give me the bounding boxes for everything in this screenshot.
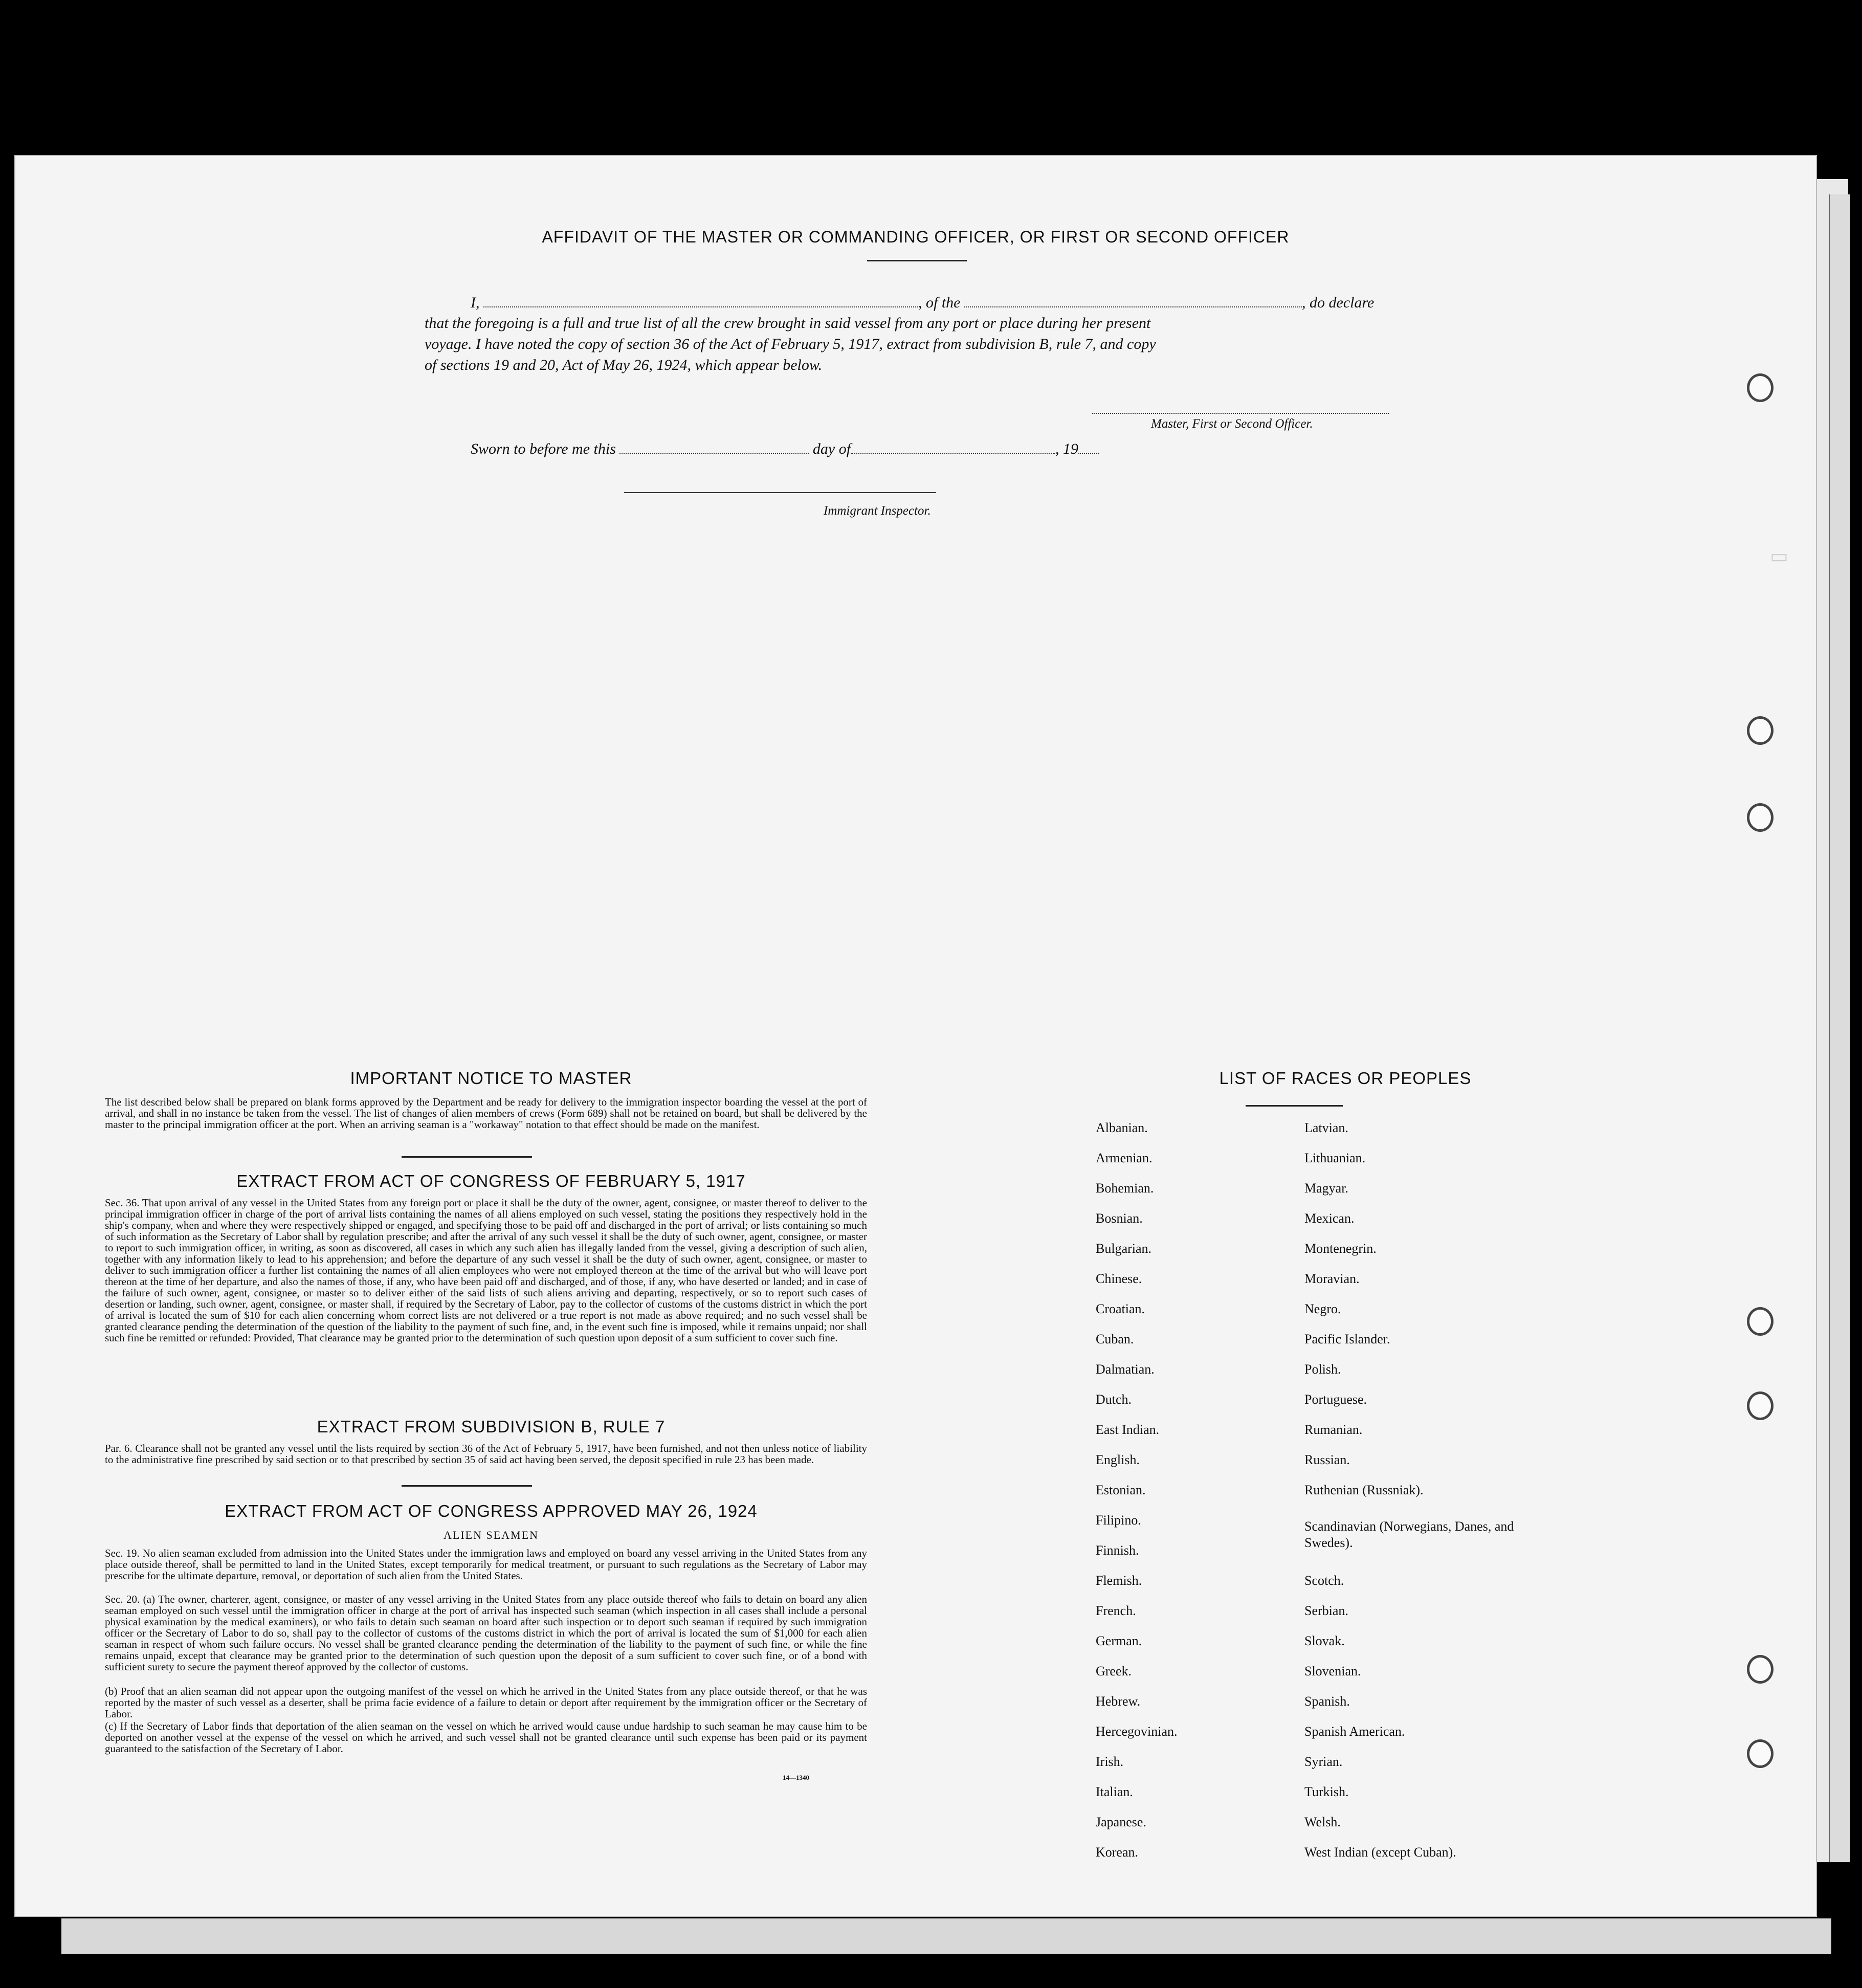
- punch-hole: [1747, 1391, 1774, 1420]
- extract-1917-title: EXTRACT FROM ACT OF CONGRESS OF FEBRUARY 5, 1917: [236, 1172, 746, 1190]
- race-item: Latvian.: [1304, 1120, 1348, 1135]
- race-item: Syrian.: [1304, 1754, 1343, 1769]
- race-item: Finnish.: [1096, 1543, 1139, 1558]
- bottom-paper-edge: [61, 1918, 1831, 1954]
- affidavit-i: I,: [471, 294, 480, 311]
- race-item: Dalmatian.: [1096, 1362, 1155, 1377]
- race-item: Albanian.: [1096, 1120, 1148, 1135]
- race-item: Hercegovinian.: [1096, 1724, 1178, 1739]
- race-item: French.: [1096, 1603, 1136, 1618]
- race-item: Slovak.: [1304, 1633, 1345, 1648]
- extract-1924-sec20c: (c) If the Secretary of Labor finds that deportation of the alien seaman on the vessel on which he arrived would cause undue hardship to such seaman he may cause him to be deported on another vessel at the expense of the vessel on which he arrived, and such vessel shall not be granted clearance until such expense has been paid or its payment guaranteed to the satisfaction of the Secretary of Labor.: [105, 1720, 867, 1755]
- affidavit-line-1: [425, 293, 1422, 313]
- extract-1924-sec19: Sec. 19. No alien seaman excluded from admission into the United States under the immigration laws and employed on board any vessel arriving in the United States from any place outside thereof, shall be permitted to land in the United States, except temporarily for medical treatment, or pursuant to such regulations as the Secretary of Labor may prescribe for the ultimate departure, removal, or deportation of such alien from the United States.: [105, 1547, 867, 1582]
- affidavit-title: AFFIDAVIT OF THE MASTER OR COMMANDING OFFICER, OR FIRST OR SECOND OFFICER: [542, 228, 1290, 246]
- race-item: Russian.: [1304, 1452, 1350, 1467]
- race-item: Greek.: [1096, 1664, 1132, 1678]
- year-text: , 19: [1055, 440, 1079, 457]
- bleed-through-mark: ▭: [1770, 546, 1788, 567]
- race-item: Croatian.: [1096, 1301, 1145, 1316]
- race-item: Armenian.: [1096, 1151, 1152, 1165]
- race-item: English.: [1096, 1452, 1140, 1467]
- race-item: Bosnian.: [1096, 1211, 1143, 1226]
- punch-hole: [1747, 1739, 1774, 1768]
- punch-hole: [1747, 1655, 1774, 1684]
- race-item: Rumanian.: [1304, 1422, 1363, 1437]
- vessel-name-field[interactable]: [964, 306, 1302, 307]
- sworn-year-field[interactable]: [1078, 453, 1099, 454]
- race-item: Cuban.: [1096, 1332, 1134, 1346]
- form-number: 14—1340: [783, 1774, 809, 1781]
- section-rule: [402, 1485, 532, 1487]
- race-item: Montenegrin.: [1304, 1241, 1377, 1256]
- race-item: Bohemian.: [1096, 1181, 1154, 1196]
- race-item: Korean.: [1096, 1845, 1139, 1860]
- race-item: German.: [1096, 1633, 1142, 1648]
- affidavit-do-declare: , do declare: [1302, 294, 1375, 311]
- extract-1917-body: Sec. 36. That upon arrival of any vessel in the United States from any foreign port or place it shall be the duty of the owner, agent, consignee, or master thereof to deliver to the principal immigration officer in charge of the port of arrival lists containing the names of all aliens employed on such vessel, stating the positions they respectively hold in the ship's company, when and where they were respectively shipped or engaged, and specifying those to be paid off and discharged in the port of arrival; or lists containing so much of such information as the Secretary of Labor shall by regulation prescribe; and after the arrival of any such vessel it shall be the duty of such owner, agent, consignee, or master to report to such immigration officer, in writing, as soon as discovered, all cases in which any such alien has illegally landed from the vessel, giving a description of such alien, together with any information likely to lead to his apprehension; and before the departure of any such vessel it shall be the duty of such owner, agent, consignee, or master to deliver to such immigration officer a further list containing the names of all alien employees who were not employed thereon at the time of the arrival but who will leave port thereon at the time of her departure, and also the names of those, if any, who have been paid off and discharged, and of those, if any, who have deserted or landed; and in case of the failure of such owner, agent, consignee, or master so to deliver either of the said lists of such aliens arriving and departing, respectively, or so to report such cases of desertion or landing, such owner, agent, consignee, or master shall, if required by the Secretary of Labor, pay to the collector of customs of the customs district in which the port of arrival is located the sum of $10 for each alien concerning whom correct lists are not delivered or a true report is not made as above required; and no such vessel shall be granted clearance pending the determination of the question of the liability to the payment of such fine, and, in the event such fine is imposed, while it remains unpaid; nor shall such fine be remitted or refunded: Provided, That clearance may be granted prior to the determination of such question upon deposit of a sum sufficient to cover such fine.: [105, 1197, 867, 1344]
- race-item: Bulgarian.: [1096, 1241, 1152, 1256]
- affidavit-line-4: of sections 19 and 20, Act of May 26, 1924, which appear below.: [425, 357, 823, 373]
- section-rule: [402, 1156, 532, 1158]
- extract-rule7-title: EXTRACT FROM SUBDIVISION B, RULE 7: [317, 1417, 666, 1436]
- punch-hole: [1747, 1307, 1774, 1336]
- race-item: Magyar.: [1304, 1181, 1348, 1196]
- races-rule: [1246, 1105, 1343, 1107]
- race-item: Spanish.: [1304, 1694, 1350, 1709]
- race-item: Turkish.: [1304, 1784, 1349, 1799]
- race-item: Moravian.: [1304, 1271, 1360, 1286]
- race-item: Japanese.: [1096, 1815, 1146, 1829]
- race-item: Estonian.: [1096, 1483, 1146, 1497]
- race-item: Hebrew.: [1096, 1694, 1141, 1709]
- affidavit-line-2: that the foregoing is a full and true list of all the crew brought in said vessel from any port or place during her present: [425, 315, 1151, 332]
- race-item: Flemish.: [1096, 1573, 1142, 1588]
- race-item: Scotch.: [1304, 1573, 1344, 1588]
- race-item: Scandinavian (Norwegians, Danes, and Swedes).: [1304, 1519, 1514, 1550]
- alien-seamen-subtitle: ALIEN SEAMEN: [444, 1529, 539, 1541]
- underlying-sheet-edge: [1829, 194, 1850, 1862]
- race-item: Dutch.: [1096, 1392, 1132, 1407]
- race-item: Filipino.: [1096, 1513, 1141, 1528]
- punch-hole: [1747, 373, 1774, 402]
- race-item: Mexican.: [1304, 1211, 1355, 1226]
- extract-1924-sec20a: Sec. 20. (a) The owner, charterer, agent, consignee, or master of any vessel arriving in the United States from any place outside thereof who fails to detain on board any alien seaman employed on such vessel until the immigration officer in charge at the port of arrival has inspected such seaman (which inspection in all cases shall include a personal physical examination by the medical examiners), or who fails to detain such seaman on board after such inspection or to deport such seaman if required by such immigration officer or the Secretary of Labor to do so, shall pay to the collector of customs of the customs district in which the port of arrival is located the sum of $1,000 for each alien seaman in respect of whom such failure occurs. No vessel shall be granted clearance pending the determination of the liability to the payment of such fine, or while the fine remains unpaid, except that clearance may be granted prior to the determination of such question upon the deposit of a sum sufficient to cover such fine, or of a bond with sufficient surety to secure the payment thereof approved by the collector of customs.: [105, 1593, 867, 1673]
- race-item: Negro.: [1304, 1301, 1341, 1316]
- race-item: Ruthenian (Russniak).: [1304, 1483, 1424, 1497]
- notice-body: The list described below shall be prepared on blank forms approved by the Department and be ready for delivery to the immigration inspector boarding the vessel at the port of arrival, and shall in no instance be taken from the vessel. The list of changes of alien members of crews (Form 689) shall not be retained on board, but shall be delivered by the master to the principal immigration officer at the port. When an arriving seaman is a "workaway" notation to that effect should be made on the manifest.: [105, 1096, 867, 1131]
- affidavit-line-3: voyage. I have noted the copy of section 36 of the Act of February 5, 1917, extract from subdivision B, rule 7, and copy: [425, 336, 1156, 352]
- sworn-text: Sworn to before me this: [471, 440, 616, 457]
- day-of-text: day of: [812, 440, 851, 457]
- race-item: East Indian.: [1096, 1422, 1160, 1437]
- race-item: West Indian (except Cuban).: [1304, 1845, 1456, 1860]
- sworn-day-field[interactable]: [619, 453, 809, 454]
- punch-hole: [1747, 803, 1774, 832]
- race-item: Lithuanian.: [1304, 1151, 1366, 1165]
- race-item: Welsh.: [1304, 1815, 1341, 1829]
- race-item: Chinese.: [1096, 1271, 1142, 1286]
- sworn-line: [471, 439, 1468, 459]
- race-item: Spanish American.: [1304, 1724, 1405, 1739]
- sworn-month-field[interactable]: [851, 453, 1055, 454]
- race-item: Serbian.: [1304, 1603, 1348, 1618]
- notice-title: IMPORTANT NOTICE TO MASTER: [350, 1069, 632, 1088]
- inspector-label: Immigrant Inspector.: [824, 504, 931, 518]
- master-name-field[interactable]: [483, 306, 918, 307]
- race-item: Portuguese.: [1304, 1392, 1367, 1407]
- affidavit-of-the: , of the: [918, 294, 961, 311]
- extract-1924-title: EXTRACT FROM ACT OF CONGRESS APPROVED MAY 26, 1924: [225, 1501, 758, 1520]
- race-item: Irish.: [1096, 1754, 1124, 1769]
- race-item: Slovenian.: [1304, 1664, 1361, 1678]
- inspector-signature-line[interactable]: [624, 492, 936, 493]
- punch-hole: [1747, 716, 1774, 745]
- races-title: LIST OF RACES OR PEOPLES: [1219, 1069, 1472, 1088]
- extract-1924-sec20b: (b) Proof that an alien seaman did not appear upon the outgoing manifest of the vessel on which he arrived in the United States from any place outside thereof, or that he was reported by the master of such vessel as a deserter, shall be prima facie evidence of a failure to detain or deport after requirement by the immigration officer or the Secretary of Labor.: [105, 1685, 867, 1720]
- title-rule: [867, 260, 967, 261]
- master-signature-line[interactable]: [1092, 413, 1389, 414]
- race-item: Pacific Islander.: [1304, 1332, 1390, 1346]
- extract-rule7-body: Par. 6. Clearance shall not be granted any vessel until the lists required by section 36 of the Act of February 5, 1917, have been furnished, and not then unless notice of liability to the administrative fine prescribed by said section or to that prescribed by section 35 of said act having been served, the deposit specified in rule 23 has been made.: [105, 1442, 867, 1466]
- document-sheet: [15, 156, 1816, 1916]
- race-item: Italian.: [1096, 1784, 1133, 1799]
- master-signature-label: Master, First or Second Officer.: [1151, 417, 1313, 431]
- race-item: Polish.: [1304, 1362, 1341, 1377]
